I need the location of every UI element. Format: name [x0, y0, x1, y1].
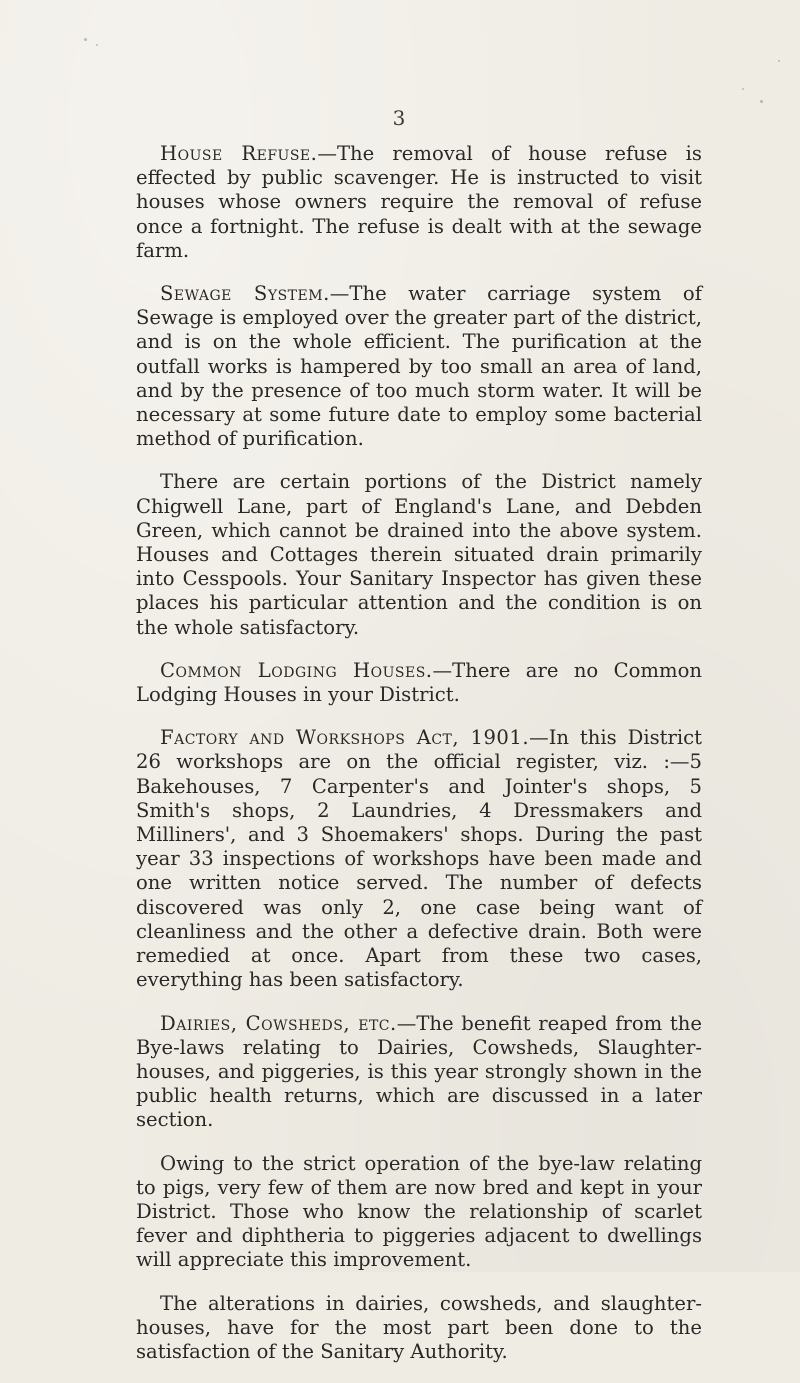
paper-speck: [760, 100, 763, 103]
paragraph-common-lodging-houses: [136, 659, 702, 707]
paper-speck: [778, 60, 780, 62]
paragraph-house-refuse: [136, 142, 702, 263]
paragraph-text: —There are no Common Lodging Houses in your District.: [136, 658, 702, 707]
paragraph-pigs: [136, 1152, 702, 1273]
paragraph-text: There are certain portions of the District namely Chigwell Lane, part of England's Lane, and Debden Green, which cannot be drained into the above system. Houses and Cottages therein situated drain primarily into Cesspools. Your Sanitary Inspector has given these places his particular attention and the condition is on the whole satisfactory.: [136, 470, 702, 639]
paragraph-factory-workshops-act: [136, 726, 702, 992]
paragraph-text: —The benefit reaped from the Bye-laws relating to Dairies, Cowsheds, Slaughter-houses, and piggeries, is this year strongly shown in the public health returns, which are discussed in a later section.: [136, 1011, 702, 1132]
paragraph-dairies-cowsheds: [136, 1012, 702, 1133]
paragraph-text: The alterations in dairies, cowsheds, and slaughter-houses, have for the most part been done to the satisfaction of the Sanitary Authority.: [136, 1291, 702, 1363]
document-body: [136, 142, 702, 1383]
section-heading-sewage-system: Sewage System.: [160, 282, 330, 306]
paragraph-cesspools: [136, 470, 702, 639]
paper-speck: [84, 38, 87, 41]
paragraph-text: —In this District 26 workshops are on the official register, viz. :—5 Bakehouses, 7 Carpenter's and Jointer's shops, 5 Smith's shops, 2 Laundries, 4 Dressmakers and Milliners', and 3 Shoemakers' shops. During the past year 33 inspections of workshops have been made and one written notice served. The number of defects discovered was only 2, one case being want of cleanliness and the other a defective drain. Both were remedied at once. Apart from these two cases, everything has been satisfactory.: [136, 726, 702, 992]
paragraph-sewage-system: [136, 282, 702, 451]
paper-speck: [742, 88, 744, 90]
section-heading-house-refuse: House Refuse.: [160, 142, 318, 165]
section-heading-dairies-cowsheds: Dairies, Cowsheds, etc.: [160, 1011, 397, 1035]
paper-speck: [96, 44, 98, 46]
paragraph-text: Owing to the strict operation of the bye-law relating to pigs, very few of them are now bred and kept in your District. Those who know the relationship of scarlet fever and diphtheria to piggeries adjacent to dwellings will appreciate this improvement.: [136, 1151, 702, 1272]
section-heading-common-lodging-houses: Common Lodging Houses.: [160, 658, 433, 682]
section-heading-factory-workshops-act: Factory and Workshops Act, 1901.: [160, 726, 530, 750]
paragraph-text: —The water carriage system of Sewage is employed over the greater part of the district, and is on the whole efficient. The purification at the outfall works is hampered by too small an area of land, and by the presence of too much storm water. It will be necessary at some future date to employ some bacterial method of purification.: [136, 282, 702, 451]
page-number: 3: [392, 106, 406, 130]
paragraph-text: —The removal of house refuse is effected by public scavenger. He is instructed to visit houses whose owners require the removal of refuse once a fortnight. The refuse is dealt with at the sewage farm.: [136, 142, 702, 262]
paragraph-alterations: [136, 1292, 702, 1365]
